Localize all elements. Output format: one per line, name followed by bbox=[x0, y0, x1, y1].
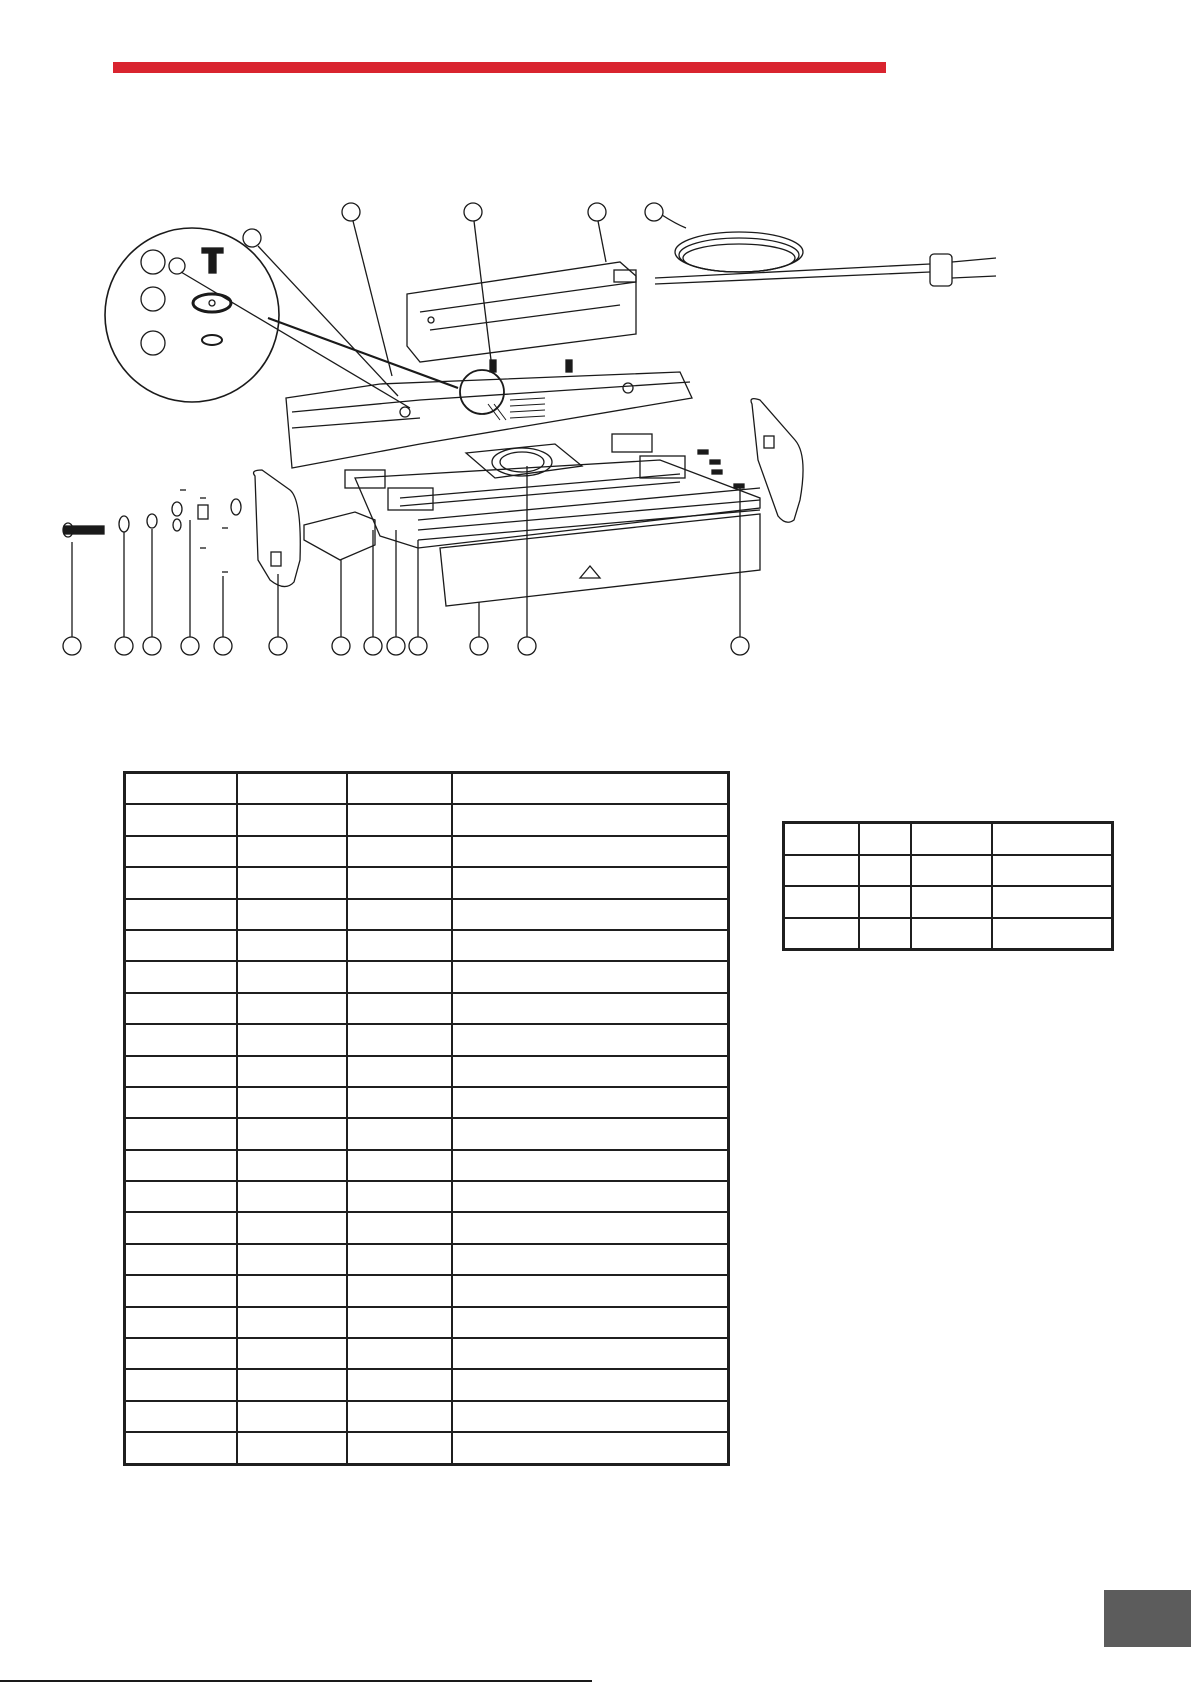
table-cell bbox=[911, 918, 992, 950]
mounting-bracket bbox=[304, 512, 375, 560]
table-cell bbox=[125, 1338, 237, 1369]
table-cell bbox=[992, 855, 1112, 887]
table-cell bbox=[237, 1212, 347, 1243]
table-row bbox=[125, 1401, 729, 1432]
table-cell bbox=[347, 773, 452, 805]
table-cell bbox=[347, 1307, 452, 1338]
table-row bbox=[125, 1212, 729, 1243]
table-cell bbox=[347, 993, 452, 1024]
table-cell bbox=[347, 1401, 452, 1432]
table-cell bbox=[859, 823, 911, 855]
table-cell bbox=[347, 1181, 452, 1212]
table-row bbox=[125, 836, 729, 867]
table-cell bbox=[859, 855, 911, 887]
table-cell bbox=[452, 1244, 729, 1275]
table-row bbox=[125, 961, 729, 992]
table-cell bbox=[347, 1087, 452, 1118]
table-cell bbox=[125, 1024, 237, 1055]
table-cell bbox=[452, 993, 729, 1024]
power-cord bbox=[655, 232, 996, 286]
table-cell bbox=[452, 1401, 729, 1432]
detail-view-circle bbox=[105, 228, 504, 414]
table-cell bbox=[125, 1401, 237, 1432]
table-cell bbox=[237, 1432, 347, 1464]
table-cell bbox=[125, 1369, 237, 1400]
table-cell bbox=[452, 1432, 729, 1464]
table-row bbox=[125, 1432, 729, 1464]
table-cell bbox=[125, 836, 237, 867]
table-cell bbox=[237, 1275, 347, 1306]
table-cell bbox=[237, 1401, 347, 1432]
heatsink-body bbox=[355, 460, 760, 548]
table-row bbox=[125, 993, 729, 1024]
callout-marker bbox=[464, 203, 482, 221]
table-cell bbox=[347, 1244, 452, 1275]
callout-marker bbox=[588, 203, 606, 221]
table-cell bbox=[237, 899, 347, 930]
table-row bbox=[125, 1087, 729, 1118]
table-cell bbox=[784, 918, 860, 950]
table-row bbox=[125, 1150, 729, 1181]
table-row bbox=[784, 823, 1113, 855]
table-cell bbox=[452, 1212, 729, 1243]
table-row bbox=[125, 1275, 729, 1306]
table-cell bbox=[347, 1118, 452, 1149]
table-cell bbox=[347, 930, 452, 961]
right-end-cap bbox=[751, 399, 803, 523]
table-cell bbox=[125, 1244, 237, 1275]
table-cell bbox=[347, 867, 452, 898]
cooling-fan bbox=[466, 444, 582, 478]
table-cell bbox=[992, 823, 1112, 855]
table-row bbox=[125, 930, 729, 961]
callout-marker bbox=[243, 229, 261, 247]
table-row bbox=[784, 886, 1113, 918]
table-cell bbox=[237, 1150, 347, 1181]
table-cell bbox=[347, 804, 452, 835]
table-cell bbox=[452, 773, 729, 805]
table-row bbox=[125, 1181, 729, 1212]
table-cell bbox=[237, 1369, 347, 1400]
table-row bbox=[125, 1118, 729, 1149]
table-row bbox=[125, 1338, 729, 1369]
table-cell bbox=[125, 1181, 237, 1212]
table-cell bbox=[237, 1338, 347, 1369]
header-accent-rule bbox=[113, 62, 886, 73]
table-cell bbox=[452, 961, 729, 992]
table-cell bbox=[452, 1307, 729, 1338]
table-cell bbox=[784, 855, 860, 887]
table-cell bbox=[911, 886, 992, 918]
table-cell bbox=[237, 1307, 347, 1338]
left-end-cap bbox=[254, 470, 301, 587]
table-cell bbox=[237, 993, 347, 1024]
table-cell bbox=[452, 1056, 729, 1087]
table-cell bbox=[125, 1275, 237, 1306]
table-row bbox=[125, 1024, 729, 1055]
table-cell bbox=[125, 804, 237, 835]
bottom-callouts bbox=[63, 637, 749, 655]
table-cell bbox=[911, 855, 992, 887]
footer-rule bbox=[0, 1680, 592, 1682]
table-cell bbox=[237, 804, 347, 835]
table-cell bbox=[125, 1118, 237, 1149]
table-row bbox=[125, 867, 729, 898]
table-cell bbox=[237, 930, 347, 961]
table-cell bbox=[125, 899, 237, 930]
lamp-head bbox=[407, 262, 636, 362]
table-cell bbox=[452, 930, 729, 961]
table-cell bbox=[237, 1024, 347, 1055]
table-row bbox=[125, 1369, 729, 1400]
secondary-parts-table bbox=[782, 821, 1114, 951]
table-cell bbox=[125, 867, 237, 898]
table-row bbox=[125, 804, 729, 835]
table-cell bbox=[347, 1275, 452, 1306]
table-cell bbox=[125, 1212, 237, 1243]
front-cover bbox=[440, 514, 760, 606]
table-cell bbox=[125, 961, 237, 992]
table-cell bbox=[237, 1244, 347, 1275]
table-cell bbox=[237, 1056, 347, 1087]
page-number-tab bbox=[1104, 1590, 1191, 1647]
table-cell bbox=[452, 899, 729, 930]
table-cell bbox=[784, 823, 860, 855]
table-cell bbox=[237, 773, 347, 805]
table-cell bbox=[452, 1024, 729, 1055]
table-cell bbox=[237, 1087, 347, 1118]
table-cell bbox=[452, 1087, 729, 1118]
table-cell bbox=[125, 773, 237, 805]
parts-list-table bbox=[123, 771, 730, 1466]
table-cell bbox=[125, 930, 237, 961]
table-cell bbox=[452, 867, 729, 898]
table-cell bbox=[452, 804, 729, 835]
table-cell bbox=[452, 1369, 729, 1400]
table-row bbox=[125, 1307, 729, 1338]
table-cell bbox=[347, 1369, 452, 1400]
table-cell bbox=[125, 1150, 237, 1181]
table-cell bbox=[237, 961, 347, 992]
table-cell bbox=[125, 1087, 237, 1118]
exploded-parts-diagram bbox=[0, 180, 1191, 680]
table-cell bbox=[452, 1181, 729, 1212]
table-cell bbox=[347, 1338, 452, 1369]
table-cell bbox=[452, 1150, 729, 1181]
table-cell bbox=[911, 823, 992, 855]
table-cell bbox=[452, 1338, 729, 1369]
table-row bbox=[125, 1244, 729, 1275]
table-cell bbox=[992, 886, 1112, 918]
table-cell bbox=[347, 1150, 452, 1181]
table-cell bbox=[347, 1024, 452, 1055]
right-screws bbox=[490, 360, 744, 488]
table-row bbox=[125, 899, 729, 930]
table-cell bbox=[237, 1118, 347, 1149]
table-row bbox=[125, 773, 729, 805]
callout-marker bbox=[342, 203, 360, 221]
table-cell bbox=[347, 1056, 452, 1087]
table-cell bbox=[452, 836, 729, 867]
table-cell bbox=[125, 1432, 237, 1464]
table-cell bbox=[452, 1118, 729, 1149]
table-cell bbox=[125, 1307, 237, 1338]
table-cell bbox=[347, 836, 452, 867]
table-cell bbox=[452, 1275, 729, 1306]
table-row bbox=[125, 1056, 729, 1087]
callout-marker bbox=[645, 203, 663, 221]
table-cell bbox=[347, 1212, 452, 1243]
table-cell bbox=[125, 993, 237, 1024]
table-row bbox=[784, 855, 1113, 887]
table-cell bbox=[347, 961, 452, 992]
table-row bbox=[784, 918, 1113, 950]
table-cell bbox=[237, 1181, 347, 1212]
top-cover-plate bbox=[286, 372, 692, 468]
table-cell bbox=[784, 886, 860, 918]
table-cell bbox=[125, 1056, 237, 1087]
table-cell bbox=[237, 867, 347, 898]
table-cell bbox=[992, 918, 1112, 950]
table-cell bbox=[347, 1432, 452, 1464]
table-cell bbox=[859, 918, 911, 950]
table-cell bbox=[859, 886, 911, 918]
table-cell bbox=[237, 836, 347, 867]
table-cell bbox=[347, 899, 452, 930]
